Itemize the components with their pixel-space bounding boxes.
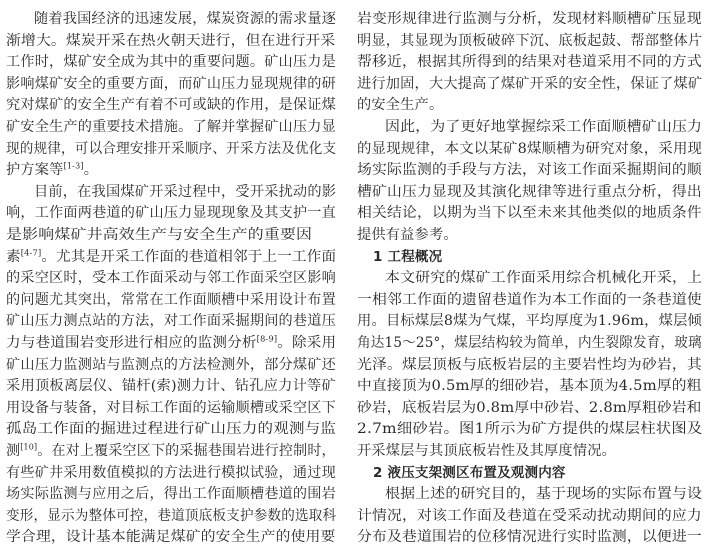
line-text: 学合理，设计基本能满足煤矿的安全生产的使用要 <box>6 529 336 546</box>
text-line <box>357 442 616 460</box>
line-text: 矿山压力监测站与监测点的方法检测外，部分煤矿还 <box>6 356 336 373</box>
line-text: 护方案等 <box>6 162 64 179</box>
text-line <box>357 10 702 28</box>
line-text: 变形，显示为整体可控，巷道顶底板支护参数的选取科 <box>6 507 337 524</box>
line-text: 的采空区时，受本工作面采动与邻工作面采空区影响 <box>6 270 336 287</box>
text-line <box>6 399 336 417</box>
citation-ref[interactable]: [4-7] <box>20 247 42 257</box>
line-text: 角达15～25°，煤层结构较为简单，内生裂隙发育，玻璃 <box>357 335 702 351</box>
line-text: 现的规律，可以合理安排开采顺序、开采方法及优化支 <box>6 140 337 157</box>
text-line <box>6 226 312 244</box>
text-line <box>385 485 702 503</box>
text-line <box>6 485 336 503</box>
text-line <box>6 312 336 330</box>
line-text: 一相邻工作面的遗留巷道作为本工作面的一条巷道使 <box>357 291 702 308</box>
citation-ref[interactable]: [8-9] <box>256 334 278 344</box>
line-text: 用设备与装备，对目标工作面的运输顺槽或采空区下 <box>6 399 336 416</box>
line-text: 采用顶板离层仪、锚杆(索)测力计、钻孔应力计等矿 <box>6 378 337 395</box>
line-text-tail: 。在对上覆采空区下的采掘巷围岩进行控制时， <box>37 443 336 459</box>
text-line <box>357 140 702 158</box>
text-line <box>357 53 702 71</box>
line-text-tail: 。 <box>83 162 99 179</box>
text-line <box>357 312 702 330</box>
text-line <box>357 399 702 417</box>
line-text: 用。目标煤层8煤为气煤，平均厚度为1.96m，煤层倾 <box>357 313 703 330</box>
text-line <box>34 183 336 201</box>
line-text: 目前，在我国煤矿开采过程中，受开采扰动的影 <box>34 183 337 200</box>
line-text: 矿安全生产的重要技术措施。了解并掌握矿山压力显 <box>6 119 336 135</box>
text-line <box>6 356 336 374</box>
text-line <box>6 53 336 71</box>
text-line <box>6 269 336 287</box>
line-text: 孤岛工作面的掘进过程进行矿山压力的观测与监 <box>6 421 337 438</box>
line-text: 明显，其显现为顶板破碎下沉、底板起鼓、帮部整体片 <box>357 32 703 49</box>
line-text: 究对煤矿的安全生产有着不可或缺的作用，是保证煤 <box>6 97 336 114</box>
text-line <box>6 204 336 222</box>
line-text: 根据上述的研究目的，基于现场的实际布置与设 <box>385 486 703 503</box>
text-line <box>357 291 702 309</box>
line-text: 影响煤矿安全的重要方面，而矿山压力显现规律的研 <box>6 75 336 92</box>
line-text: 渐增大。煤炭开采在热火朝天进行，但在进行开采 <box>6 32 336 49</box>
text-line <box>6 140 336 158</box>
text-line <box>6 96 336 114</box>
text-line <box>357 377 702 395</box>
text-line <box>34 10 336 28</box>
text-line <box>6 377 336 395</box>
text-line <box>357 356 702 374</box>
line-text: 矿山压力测点站的方法，对工作面采掘期间的巷道压 <box>6 313 336 330</box>
text-line <box>357 528 702 546</box>
line-text: 随着我国经济的迅速发展，煤炭资源的需求量逐 <box>34 11 337 27</box>
line-text: 的安全生产。 <box>357 97 444 114</box>
text-line <box>6 75 336 93</box>
text-line <box>357 226 458 244</box>
line-text: 的问题尤其突出，常常在工作面顺槽中采用设计布置 <box>6 291 336 308</box>
text-line <box>357 507 702 525</box>
line-text: 中直接顶为0.5m厚的细砂岩，基本顶为4.5m厚的粗 <box>357 378 702 395</box>
text-line <box>6 464 336 482</box>
line-text: 槽矿山压力显现及其演化规律等进行重点分析，得出 <box>357 183 702 200</box>
line-text: 提供有益参考。 <box>357 227 458 243</box>
text-line <box>6 118 336 136</box>
section-heading <box>373 248 442 266</box>
text-line <box>6 32 336 50</box>
text-line <box>6 334 336 352</box>
line-text: 本文研究的煤矿工作面采用综合机械化开采，上 <box>385 270 703 287</box>
line-text: 测 <box>6 443 21 459</box>
line-text: 是影响煤矿井高效生产与安全生产的重要因 <box>6 227 313 243</box>
line-text: 的显现规律，本文以某矿8煤顺槽为研究对象，采用现 <box>357 140 703 157</box>
line-text: 2 液压支架测区布置及观测内容 <box>373 464 566 481</box>
line-text-tail: 。除采用 <box>277 335 337 351</box>
citation-ref[interactable]: [10] <box>20 442 38 452</box>
text-line <box>385 118 702 136</box>
text-line <box>357 96 443 114</box>
text-line <box>357 334 702 352</box>
line-text: 开采煤层与其顶底板岩性及其厚度情况。 <box>357 443 616 459</box>
text-line <box>6 291 336 309</box>
text-line <box>6 161 98 179</box>
text-line <box>357 161 702 179</box>
text-line <box>6 248 336 266</box>
citation-ref[interactable]: [1-3] <box>63 161 84 171</box>
line-text: 素 <box>6 248 21 265</box>
text-line <box>357 183 702 201</box>
line-text: 砂岩，底板岩层为0.8m厚中砂岩、2.8m厚粗砂岩和 <box>357 399 702 416</box>
text-line <box>357 420 702 438</box>
text-line <box>6 420 336 438</box>
line-text: 因此，为了更好地掌握综采工作面顺槽矿山压力 <box>385 119 703 135</box>
line-text-tail: 。尤其是开采工作面的巷道相邻于上一工作面 <box>41 248 337 265</box>
line-text: 响，工作面两巷道的矿山压力显现现象及其支护一直 <box>6 205 336 222</box>
text-line <box>357 204 702 222</box>
line-text: 2.7m细砂岩。图1所示为矿方提供的煤层柱状图及 <box>357 421 703 438</box>
section-heading <box>373 464 566 482</box>
line-text: 工作时，煤矿安全成为其中的重要问题。矿山压力是 <box>6 54 336 71</box>
line-text: 岩变形规律进行监测与分析，发现材料顺槽矿压显现 <box>357 11 702 27</box>
line-text: 1 工程概况 <box>373 248 443 265</box>
line-text: 计情况，对该工作面及巷道在受采动扰动期间的应力 <box>357 507 702 524</box>
text-line <box>385 269 702 287</box>
text-line <box>357 32 702 50</box>
line-text: 分布及巷道围岩的位移情况进行实时监测，以便进一 <box>357 529 702 546</box>
line-text: 场实际监测与应用之后，得出工作面顺槽巷道的围岩 <box>6 486 336 503</box>
line-text: 光泽。煤层顶板与底板岩层的主要岩性均为砂岩，其 <box>357 356 702 373</box>
line-text: 进行加固，大大提高了煤矿开采的安全性，保证了煤矿 <box>357 75 703 92</box>
line-text: 相关结论，以期为当下以至未来其他类似的地质条件 <box>357 205 702 222</box>
line-text: 有些矿井采用数值模拟的方法进行模拟试验，通过现 <box>6 464 336 481</box>
line-text: 场实际监测的手段与方法，对该工作面采掘期间的顺 <box>357 162 702 179</box>
text-line <box>6 507 336 525</box>
line-text: 力与巷道围岩变形进行相应的监测分析 <box>6 335 257 351</box>
text-line <box>357 75 702 93</box>
line-text: 帮移近，根据其所得到的结果对巷道采用不同的方式 <box>357 54 702 71</box>
text-line <box>6 528 336 546</box>
text-line <box>6 442 336 460</box>
